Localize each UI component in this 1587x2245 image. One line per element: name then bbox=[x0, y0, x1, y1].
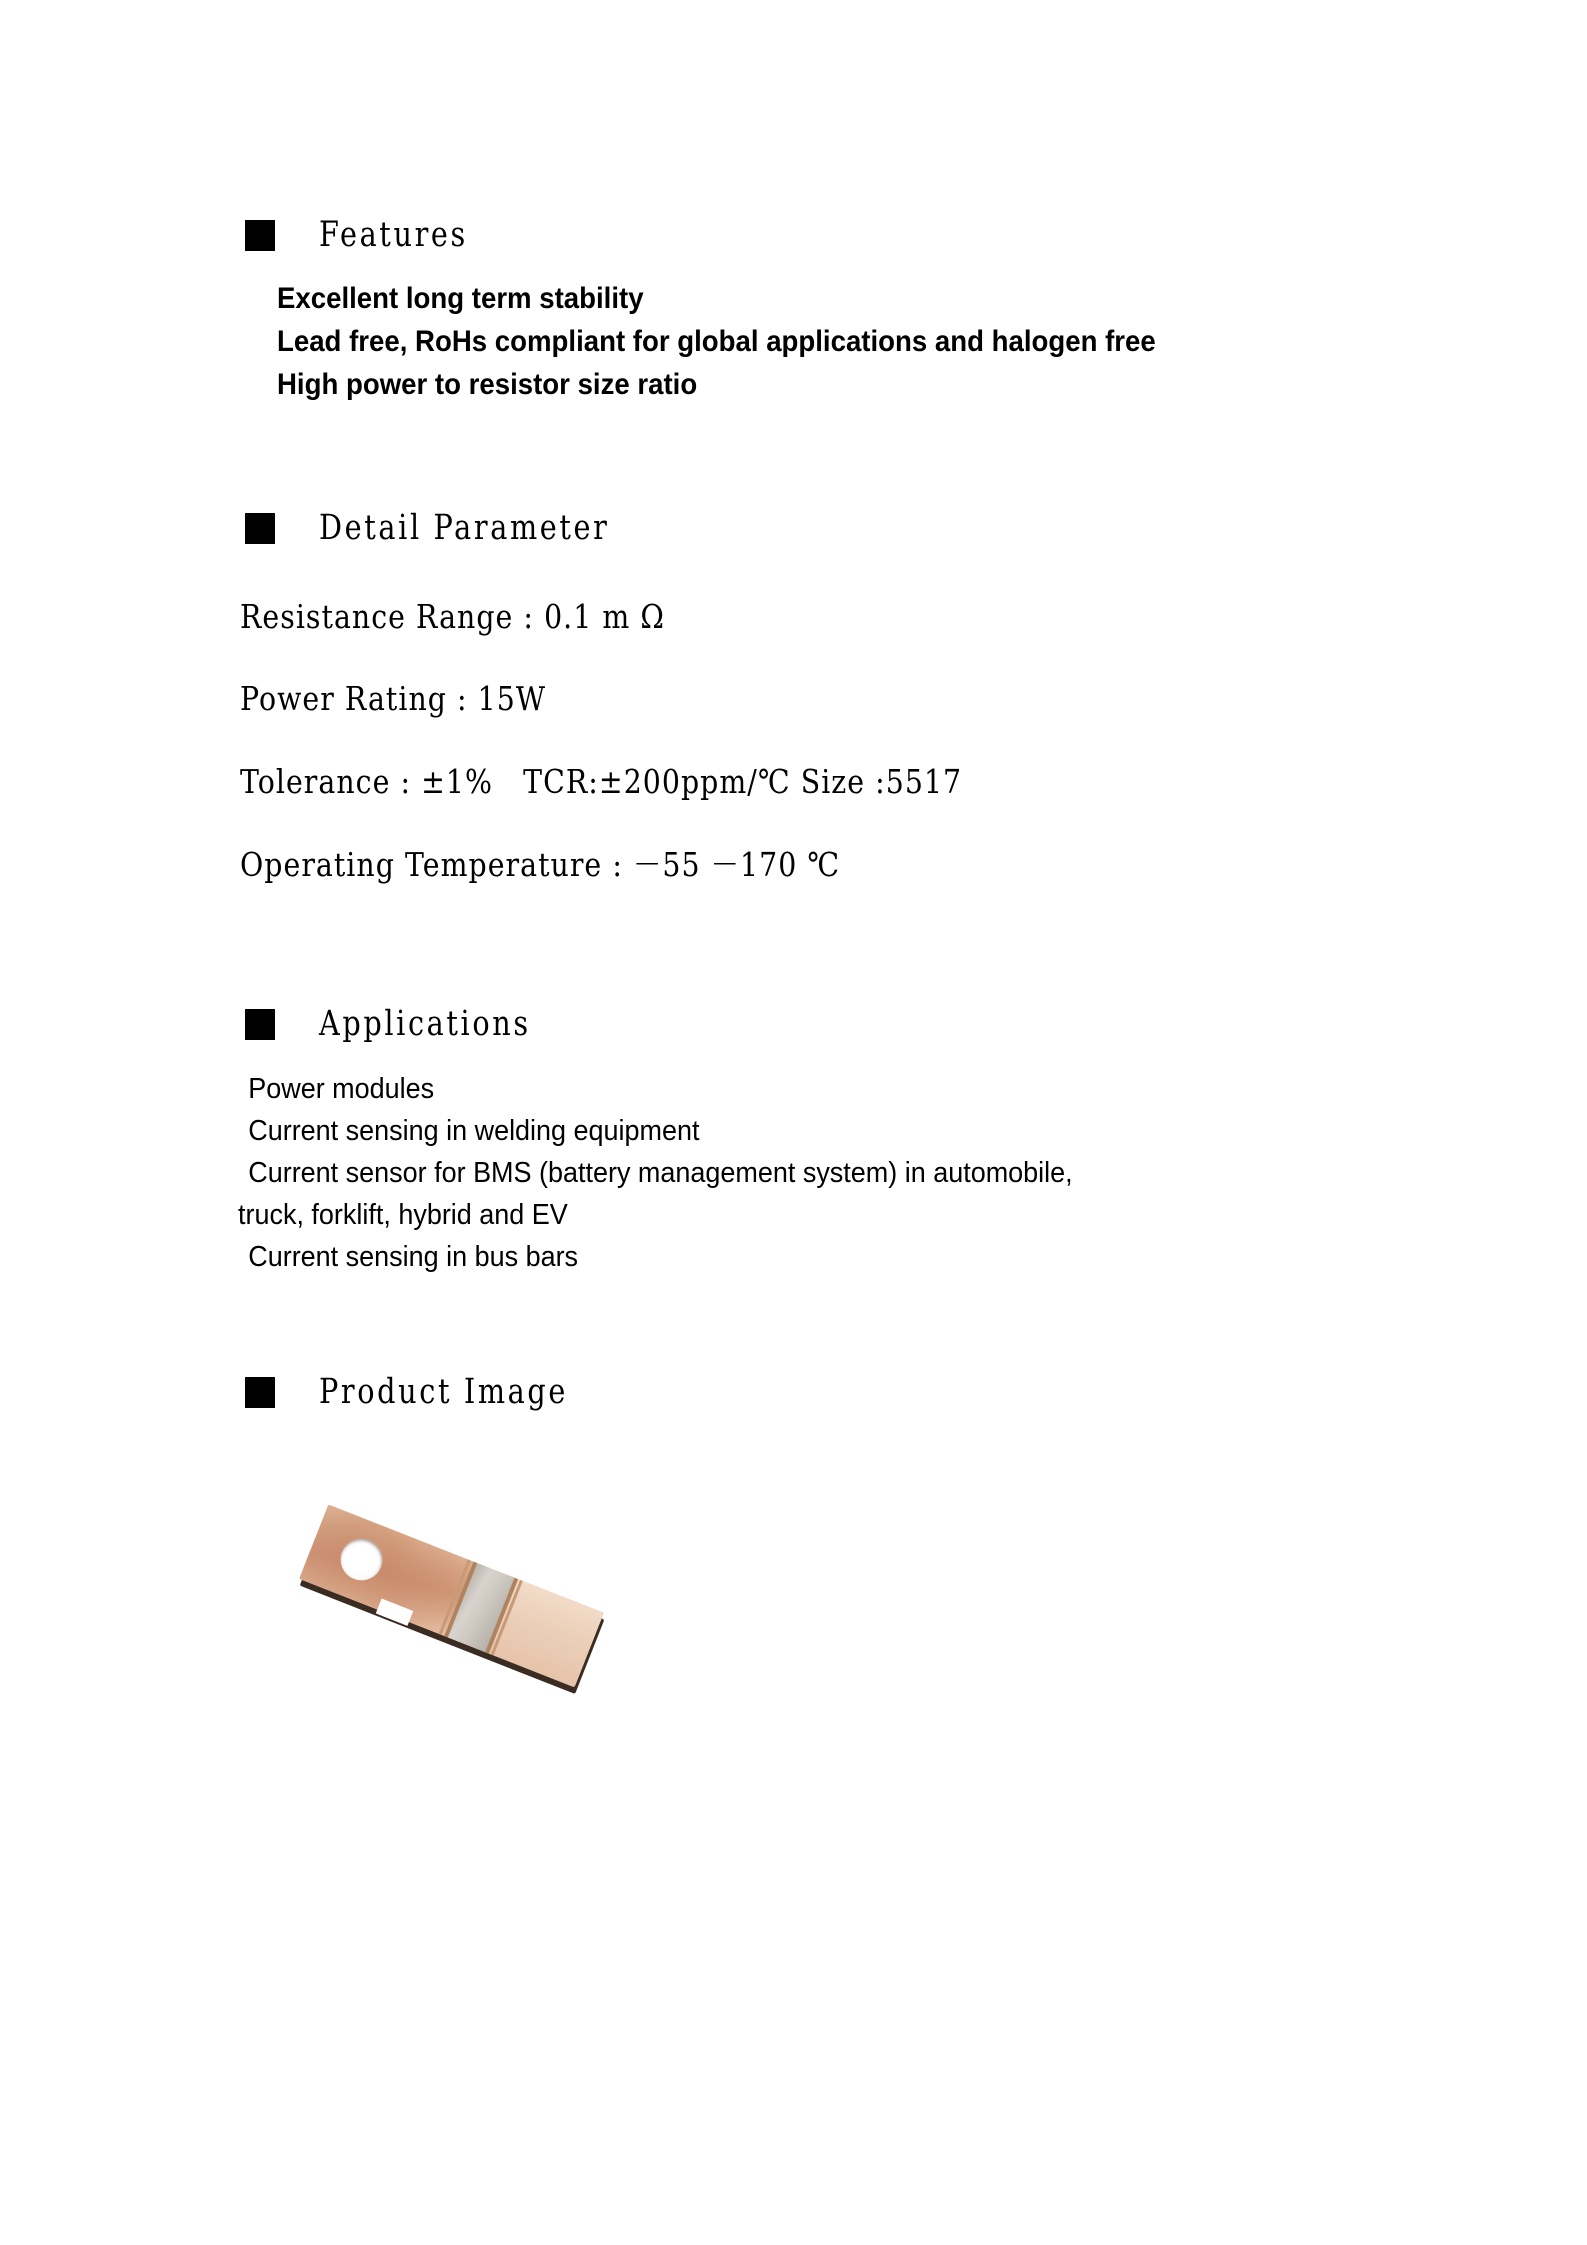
param-operating-temperature: Operating Temperature : －55 －170 ℃ bbox=[240, 845, 841, 884]
applications-heading bbox=[245, 1004, 577, 1044]
features-list-item: High power to resistor size ratio bbox=[277, 368, 698, 401]
param-tolerance-tcr-size: Tolerance : ±1% TCR:±200ppm/℃ Size :5517 bbox=[240, 762, 963, 801]
features-list-item: Lead free, RoHs compliant for global applications and halogen free bbox=[277, 325, 1156, 358]
param-resistance-range: Resistance Range : 0.1 m Ω bbox=[240, 597, 665, 636]
param-power-rating: Power Rating : 15W bbox=[240, 679, 547, 718]
product-image-heading bbox=[245, 1372, 623, 1412]
shunt-resistor-illustration bbox=[290, 1499, 609, 1711]
product-image-heading-label: Product Image bbox=[319, 1372, 569, 1412]
detail-parameter-heading bbox=[245, 508, 673, 548]
features-list-item: Excellent long term stability bbox=[277, 282, 644, 315]
applications-list-item-wrap: truck, forklift, hybrid and EV bbox=[238, 1199, 568, 1231]
black-square-bullet-icon bbox=[245, 220, 275, 251]
applications-list-item: Current sensing in welding equipment bbox=[248, 1115, 700, 1147]
applications-heading-label: Applications bbox=[319, 1004, 531, 1044]
applications-list-item: Current sensing in bus bars bbox=[248, 1241, 579, 1273]
black-square-bullet-icon bbox=[245, 1377, 275, 1408]
features-heading bbox=[245, 215, 501, 255]
applications-list-item: Power modules bbox=[248, 1073, 435, 1105]
product-image-photo bbox=[245, 1490, 715, 1820]
detail-parameter-heading-label: Detail Parameter bbox=[319, 508, 610, 548]
black-square-bullet-icon bbox=[245, 513, 275, 544]
features-heading-label: Features bbox=[319, 215, 468, 255]
applications-list bbox=[238, 1068, 1073, 1278]
black-square-bullet-icon bbox=[245, 1009, 275, 1040]
applications-list-item: Current sensor for BMS (battery management system) in automobile, bbox=[248, 1157, 1073, 1189]
features-list bbox=[277, 277, 1156, 406]
